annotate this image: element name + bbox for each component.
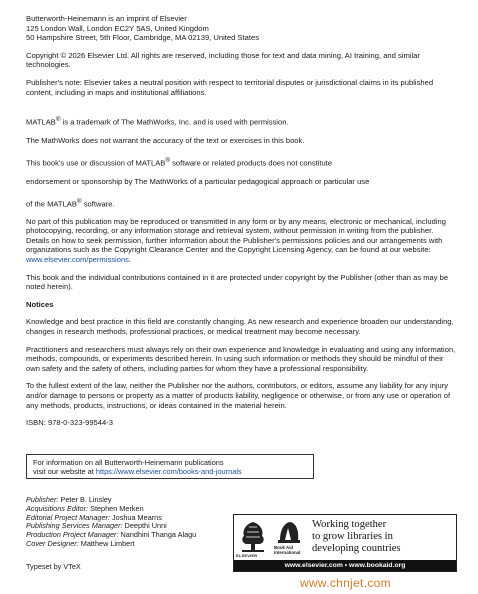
copyright-notice: Copyright © 2026 Elsevier Ltd. All rights are reserved, including those for text and data mining, AI training, and similar technologies.	[26, 50, 420, 70]
info-line-2-prefix: visit our website at	[33, 467, 96, 477]
info-line-1: For information on all Butterworth-Heinemann publications	[33, 458, 224, 467]
matlab-text: of the MATLAB	[26, 199, 77, 209]
credit-name: Peter B. Linsley	[58, 495, 112, 504]
credit-name: Deepthi Unni	[122, 521, 167, 531]
matlab-text: The MathWorks does not warrant the accuracy of the text or exercises in this book.	[26, 136, 305, 146]
permissions-link[interactable]: www.elsevier.com/permissions	[26, 255, 129, 265]
credit-name: Joshua Mearns	[109, 512, 162, 522]
credit-role: Acquisitions Editor:	[26, 503, 89, 513]
registered-mark: ®	[55, 115, 61, 123]
matlab-notice	[26, 105, 456, 209]
registered-mark: ®	[76, 197, 82, 205]
imprint-block	[26, 14, 456, 43]
matlab-text: MATLAB	[26, 117, 56, 127]
book-aid-slogan: Working together to grow libraries in developing countries	[312, 519, 401, 555]
publishers-note: Publisher's note: Elsevier takes a neutral position with respect to territorial disputes or jurisdictional claims in its published content, including in maps and institutional affiliations.	[26, 77, 434, 97]
protected-notice: This book and the individual contributions contained in it are protected under copyright by the Publisher (other than as may be noted herein).	[26, 272, 449, 292]
imprint-line-1: Butterworth-Heinemann is an imprint of Elsevier	[26, 14, 187, 23]
credit-line	[26, 540, 231, 549]
typeset-credit: Typeset by VTeX	[26, 562, 81, 571]
matlab-text: is a trademark of The MathWorks, Inc. and is used with permission.	[60, 117, 289, 127]
production-credits	[26, 496, 231, 549]
elsevier-label: ELSEVIER	[236, 553, 258, 558]
credit-name: Stephen Merken	[88, 503, 144, 513]
book-aid-top	[234, 515, 456, 561]
publications-info-box	[26, 454, 314, 479]
book-aid-label: Book Aid International	[274, 545, 301, 555]
notice-paragraph: Practitioners and researchers must always rely on their own experience and knowledge in evaluating and using any information, methods, compounds, or experiments described herein. In using such information or methods they should be mindful of their own safety and the safety of others, including parties for whom they have a professional responsibility.	[26, 344, 456, 373]
credit-role: Editorial Project Manager:	[26, 512, 110, 522]
books-journals-link[interactable]: https://www.elsevier.com/books-and-journals	[95, 467, 242, 477]
imprint-line-2: 125 London Wall, London EC2Y 5AS, United Kingdom	[26, 23, 209, 33]
no-part-notice: No part of this publication may be reproduced or transmitted in any form or by any means, electronic or mechanical, including photocopying, recording, or any information storage and retrieval system, without permission in writing from the publisher. Details on how to seek permission, further information about the Publisher's permissions policies and our arrangements with organizations such as the Copyright Clearance Center and the Copyright Licensing Agency, can be found at our website: www.elsevier.com/permissions.	[26, 216, 446, 265]
no-part-text: No part of this publication may be reproduced or transmitted in any form or by any means, electronic or mechanical, including photocopying, recording, or any information storage and retrieval system, without permission in writing from the publisher. Details on how to seek permission, further information about the Publisher's permissions policies and our arrangements with organizations such as the Copyright Clearance Center and the Copyright Licensing Agency, can be found at our website:	[26, 216, 446, 255]
matlab-text: endorsement or sponsorship by The MathWorks of a particular pedagogical approach or particular use	[26, 177, 370, 187]
book-aid-urls[interactable]: www.elsevier.com • www.bookaid.org	[234, 560, 456, 571]
credit-role: Production Project Manager:	[26, 530, 119, 540]
notice-paragraph: To the fullest extent of the law, neither the Publisher nor the authors, contributors, or editors, assume any liability for any injury and/or damage to persons or property as a matter of products liability, negligence or otherwise, or from any use or operation of any methods, products, instructions, or ideas contained in the material herein.	[26, 381, 451, 410]
matlab-text: software or related products does not constitute	[170, 158, 333, 168]
registered-mark: ®	[165, 156, 170, 164]
copyright-page	[26, 14, 456, 436]
isbn: ISBN: 978-0-323-99544-3	[26, 418, 113, 428]
credit-name: Nandhini Thanga Alagu	[118, 530, 197, 540]
matlab-text: This book's use or discussion of MATLAB	[26, 158, 166, 168]
notice-paragraph: Knowledge and best practice in this field are constantly changing. As new research and experience broaden our understanding, changes in research methods, professional practices, or medical treatment may become necessary.	[26, 317, 454, 337]
notices-heading: Notices	[26, 299, 54, 309]
credit-role: Publishing Services Manager:	[26, 521, 123, 531]
site-watermark: www.chnjet.com	[300, 576, 391, 590]
imprint-line-3: 50 Hampshire Street, 5th Floor, Cambridge, MA 02139, United States	[26, 33, 259, 43]
credit-role: Publisher:	[26, 495, 59, 504]
credit-name: Matthew Limbert	[78, 538, 135, 548]
credit-role: Cover Designer:	[26, 538, 79, 548]
matlab-text: software.	[81, 199, 115, 209]
book-aid-banner	[233, 514, 457, 572]
elsevier-tree-logo-icon	[238, 518, 268, 556]
